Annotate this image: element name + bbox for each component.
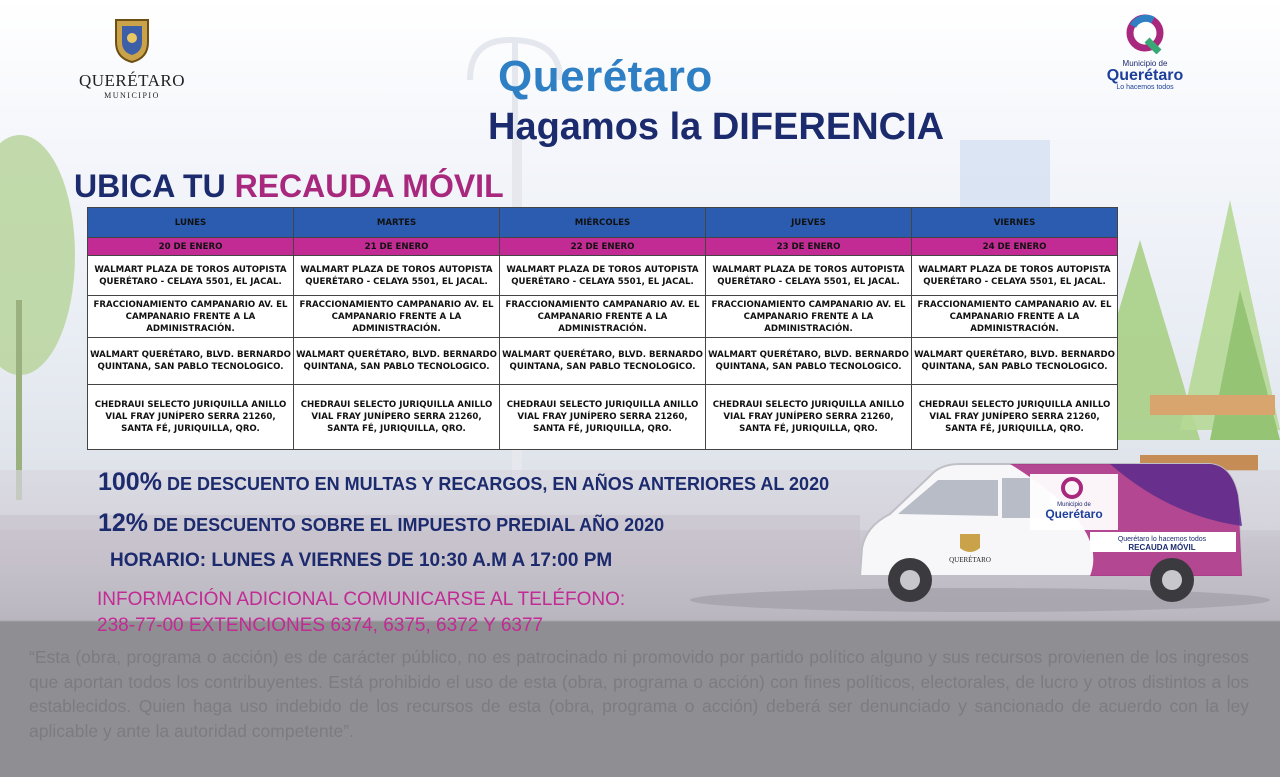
location-cell: FRACCIONAMIENTO CAMPANARIO AV. EL CAMPANARIO FRENTE A LA ADMINISTRACIÓN. <box>706 296 912 338</box>
contact-info <box>97 587 625 639</box>
date-header: 22 DE ENERO <box>500 238 706 256</box>
location-cell: CHEDRAUI SELECTO JURIQUILLA ANILLO VIAL FRAY JUNÍPERO SERRA 21260, SANTA FÉ, JURIQUILLA, QRO. <box>88 385 294 450</box>
table-row <box>88 296 1118 338</box>
day-header: JUEVES <box>706 208 912 238</box>
location-cell: FRACCIONAMIENTO CAMPANARIO AV. EL CAMPANARIO FRENTE A LA ADMINISTRACIÓN. <box>88 296 294 338</box>
location-cell: WALMART QUERÉTARO, BLVD. BERNARDO QUINTANA, SAN PABLO TECNOLOGICO. <box>912 338 1118 385</box>
location-cell: WALMART QUERÉTARO, BLVD. BERNARDO QUINTANA, SAN PABLO TECNOLOGICO. <box>294 338 500 385</box>
van-brand-pre: Municipio de <box>1057 502 1091 508</box>
date-header: 23 DE ENERO <box>706 238 912 256</box>
legal-disclaimer: “Esta (obra, programa o acción) es de carácter público, no es patrocinado ni promovido por partido político alguno y sus recursos provienen de los ingresos que aportan todos los contribuyentes. Está prohibido el uso de esta (obra, programa o acción) con fines políticos, electorales, de lucro y otros distintos a los establecidos. Quien haga uso indebido de los recursos de esta (obra, programa o acción) deberá ser denunciado y sancionado de acuerdo con la ley aplicable y ante la autoridad competente”. <box>29 647 1249 741</box>
location-cell: WALMART PLAZA DE TOROS AUTOPISTA QUERÉTARO - CELAYA 5501, EL JACAL. <box>294 256 500 296</box>
location-cell: CHEDRAUI SELECTO JURIQUILLA ANILLO VIAL FRAY JUNÍPERO SERRA 21260, SANTA FÉ, JURIQUILLA, QRO. <box>706 385 912 450</box>
date-header: 24 DE ENERO <box>912 238 1118 256</box>
brand-tagline: Lo hacemos todos <box>1116 84 1174 91</box>
seal-logo <box>78 14 186 100</box>
discount-multas-text: DE DESCUENTO EN MULTAS Y RECARGOS, EN AÑOS ANTERIORES AL 2020 <box>166 474 830 494</box>
brand-name: Querétaro <box>1106 67 1184 84</box>
location-cell: CHEDRAUI SELECTO JURIQUILLA ANILLO VIAL FRAY JUNÍPERO SERRA 21260, SANTA FÉ, JURIQUILLA, QRO. <box>912 385 1118 450</box>
discount-predial <box>98 509 664 538</box>
location-cell: WALMART PLAZA DE TOROS AUTOPISTA QUERÉTARO - CELAYA 5501, EL JACAL. <box>88 256 294 296</box>
van-icon <box>850 456 1250 616</box>
discount-predial-pct: 12% <box>98 509 149 537</box>
van-seal-text: QUERÉTARO <box>949 556 991 564</box>
contact-line1: INFORMACIÓN ADICIONAL COMUNICARSE AL TELÉFONO: <box>97 589 626 610</box>
date-header: 20 DE ENERO <box>88 238 294 256</box>
section-title-part2: RECAUDA MÓVIL <box>234 168 504 204</box>
schedule-table <box>87 207 1118 450</box>
section-title <box>74 168 504 205</box>
location-cell: WALMART PLAZA DE TOROS AUTOPISTA QUERÉTARO - CELAYA 5501, EL JACAL. <box>912 256 1118 296</box>
title-queretaro: Querétaro <box>498 52 713 101</box>
title-diferencia: Hagamos la DIFERENCIA <box>488 106 945 148</box>
location-cell: FRACCIONAMIENTO CAMPANARIO AV. EL CAMPANARIO FRENTE A LA ADMINISTRACIÓN. <box>294 296 500 338</box>
discount-predial-text: DE DESCUENTO SOBRE EL IMPUESTO PREDIAL AÑO 2020 <box>153 515 665 535</box>
contact-phone: 238-77-00 EXTENCIONES 6374, 6375, 6372 Y 6377 <box>97 615 544 636</box>
day-header-row <box>88 208 1118 238</box>
day-header: VIERNES <box>912 208 1118 238</box>
location-cell: FRACCIONAMIENTO CAMPANARIO AV. EL CAMPANARIO FRENTE A LA ADMINISTRACIÓN. <box>500 296 706 338</box>
seal-title: QUERÉTARO <box>78 71 186 90</box>
coat-of-arms-icon <box>106 14 158 64</box>
location-cell: WALMART PLAZA DE TOROS AUTOPISTA QUERÉTARO - CELAYA 5501, EL JACAL. <box>706 256 912 296</box>
trees-left <box>0 135 75 500</box>
discount-multas-pct: 100% <box>98 468 162 496</box>
q-logo-icon <box>1123 14 1167 54</box>
location-cell: CHEDRAUI SELECTO JURIQUILLA ANILLO VIAL FRAY JUNÍPERO SERRA 21260, SANTA FÉ, JURIQUILLA, QRO. <box>500 385 706 450</box>
municipio-logo <box>1090 14 1200 91</box>
discount-multas <box>98 468 829 497</box>
date-header-row <box>88 238 1118 256</box>
brand-pre: Municipio de <box>1122 59 1168 68</box>
section-title-part1: UBICA TU <box>74 168 226 204</box>
table-row <box>88 385 1118 450</box>
location-cell: WALMART QUERÉTARO, BLVD. BERNARDO QUINTANA, SAN PABLO TECNOLOGICO. <box>706 338 912 385</box>
van-label: RECAUDA MÓVIL <box>1128 543 1196 552</box>
van-slogan: Querétaro lo hacemos todos <box>1117 536 1207 543</box>
location-cell: FRACCIONAMIENTO CAMPANARIO AV. EL CAMPANARIO FRENTE A LA ADMINISTRACIÓN. <box>912 296 1118 338</box>
schedule-hours: HORARIO: LUNES A VIERNES DE 10:30 A.M A 17:00 PM <box>110 550 613 571</box>
day-header: MIÉRCOLES <box>500 208 706 238</box>
van-brand-name: Querétaro <box>1045 507 1103 521</box>
day-header: LUNES <box>88 208 294 238</box>
seal-subtitle: MUNICIPIO <box>104 91 160 100</box>
date-header: 21 DE ENERO <box>294 238 500 256</box>
location-cell: WALMART PLAZA DE TOROS AUTOPISTA QUERÉTARO - CELAYA 5501, EL JACAL. <box>500 256 706 296</box>
table-row <box>88 338 1118 385</box>
location-cell: WALMART QUERÉTARO, BLVD. BERNARDO QUINTANA, SAN PABLO TECNOLOGICO. <box>88 338 294 385</box>
location-cell: WALMART QUERÉTARO, BLVD. BERNARDO QUINTANA, SAN PABLO TECNOLOGICO. <box>500 338 706 385</box>
table-row <box>88 256 1118 296</box>
day-header: MARTES <box>294 208 500 238</box>
location-cell: CHEDRAUI SELECTO JURIQUILLA ANILLO VIAL FRAY JUNÍPERO SERRA 21260, SANTA FÉ, JURIQUILLA, QRO. <box>294 385 500 450</box>
